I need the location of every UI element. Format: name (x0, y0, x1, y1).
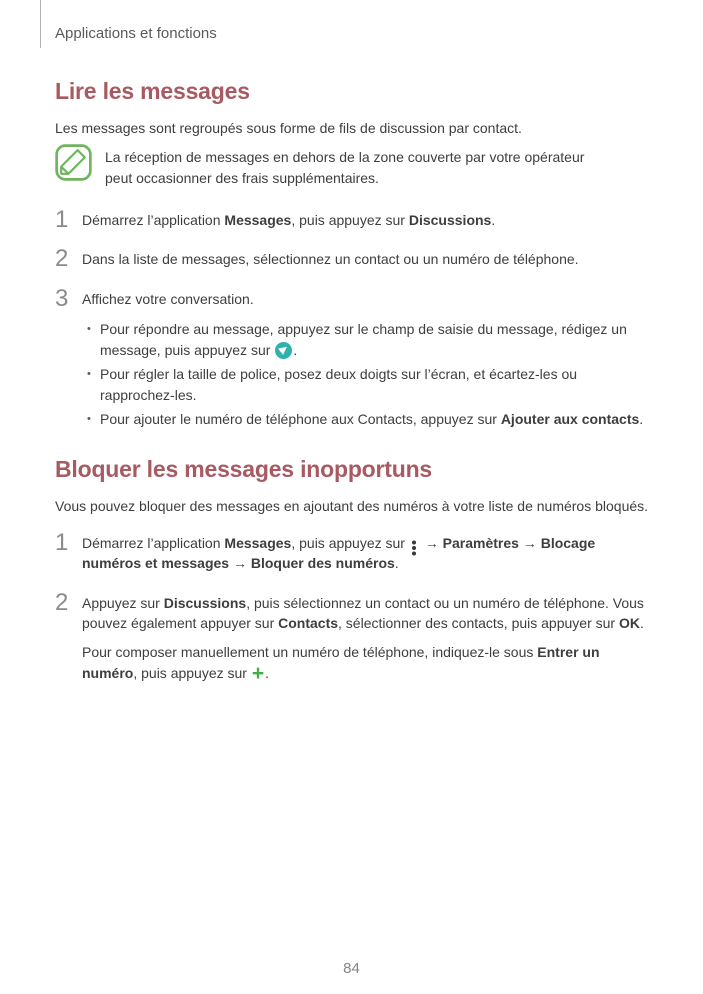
note-text: La réception de messages en dehors de la zone couverte par votre opérateur peut occasionner des frais supplémentaires. (105, 149, 585, 186)
step-number: 1 (55, 205, 69, 233)
bullet-text: Pour régler la taille de police, posez deux doigts sur l’écran, et écartez-les ou rapprochez-les. (100, 366, 578, 403)
step-text: Appuyez sur Discussions, puis sélectionnez un contact ou un numéro de téléphone. Vous pouvez également appuyer sur Contacts, sélectionner des contacts, puis appuyer sur OK. (82, 594, 644, 631)
page-content (55, 78, 655, 702)
page-number: 84 (343, 960, 360, 977)
step-item (55, 284, 655, 430)
step-item (55, 528, 655, 574)
step-extra-paragraph: Pour composer manuellement un numéro de téléphone, indiquez-le sous Entrer un numéro, puis appuyez sur +. (82, 642, 650, 683)
steps-list-block-messages (55, 528, 655, 684)
bullet-item (87, 364, 655, 405)
step-number: 2 (55, 245, 69, 273)
bullet-dot: • (87, 323, 91, 336)
step-number: 2 (55, 588, 69, 616)
more-vertical-icon (412, 546, 416, 550)
section-intro: Les messages sont regroupés sous forme de fils de discussion par contact. (55, 120, 522, 136)
bullet-text: Pour répondre au message, appuyez sur le champ de saisie du message, rédigez un message, puis appuyez sur . (100, 321, 627, 358)
step-text: Affichez votre conversation. (82, 290, 254, 307)
bullet-dot: • (87, 368, 91, 381)
bullet-item (87, 409, 655, 429)
note-pencil-icon (55, 144, 92, 181)
step-item (55, 588, 655, 684)
bullet-list (82, 319, 655, 429)
note-box (55, 144, 655, 188)
header-divider (40, 0, 41, 48)
bullet-dot: • (87, 412, 91, 425)
step-item (55, 245, 655, 273)
step-text: Dans la liste de messages, sélectionnez un contact ou un numéro de téléphone. (82, 251, 579, 268)
send-icon (275, 342, 292, 359)
running-header: Applications et fonctions (55, 25, 217, 42)
step-text: Démarrez l’application Messages, puis appuyez sur Discussions. (82, 211, 496, 228)
section-title-lire-les-messages: Lire les messages (55, 78, 250, 104)
steps-list-read-messages (55, 205, 655, 430)
add-icon (252, 667, 264, 681)
section-title-bloquer-messages: Bloquer les messages inopportuns (55, 456, 433, 483)
section-intro: Vous pouvez bloquer des messages en ajoutant des numéros à votre liste de numéros bloqués. (55, 498, 649, 515)
step-number: 1 (55, 528, 69, 556)
step-text: Démarrez l’application Messages, puis appuyez sur → Paramètres → Blocage numéros et messages → Bloquer des numéros. (82, 534, 596, 572)
bullet-item (87, 319, 655, 360)
page-footer (0, 960, 703, 977)
step-item (55, 205, 655, 233)
step-number: 3 (55, 284, 69, 312)
bullet-text: Pour ajouter le numéro de téléphone aux Contacts, appuyez sur Ajouter aux contacts. (100, 410, 644, 427)
